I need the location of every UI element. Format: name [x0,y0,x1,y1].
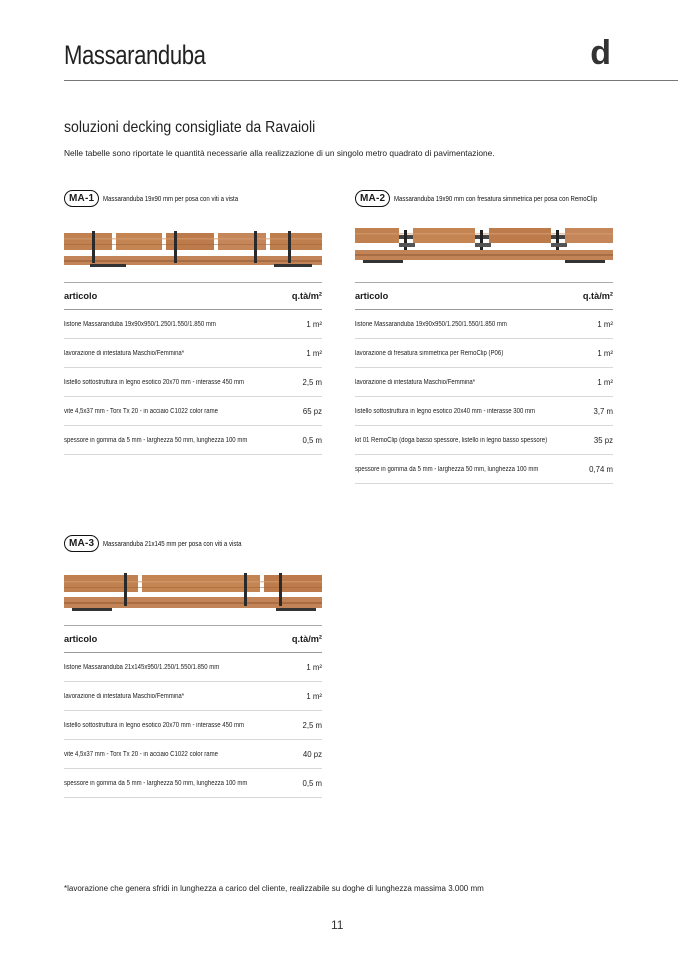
title-divider [64,80,678,81]
qty-cell: 1 m² [582,368,613,397]
article-cell: spessore in gomma da 5 mm - larghezza 50 mm, lunghezza 100 mm [355,465,539,473]
article-cell: listello sottostruttura in legno esotico 20x70 mm - interasse 450 mm [64,378,245,386]
footnote: *lavorazione che genera sfridi in lunghezza a carico del cliente, realizzabile su doghe di lunghezza massima 3.000 mm [64,884,484,893]
table-row [355,339,613,368]
solution-label: Massaranduba 19x90 mm con fresatura simmetrica per posa con RemoClip [394,194,598,203]
table-row [64,397,322,426]
column-header-article: articolo [355,283,582,310]
table-row [355,397,613,426]
solution-ma-1 [64,190,322,460]
table-row [64,368,322,397]
decking-illustration [355,226,613,270]
solution-code-badge: MA-2 [355,190,390,207]
solution-ma-2 [355,190,613,490]
decking-illustration [64,573,322,615]
table-row [64,769,322,798]
article-cell: lavorazione di intestatura Maschio/Femmina* [64,349,185,357]
solution-code-badge: MA-3 [64,535,99,552]
intro-text: Nelle tabelle sono riportate le quantità necessarie alla realizzazione di un singolo metro quadrato di pavimentazione. [64,148,495,158]
column-header-article: articolo [64,626,290,653]
qty-cell: 1 m² [582,339,613,368]
column-header-qty: q.tà/m² [582,283,613,310]
materials-table [64,282,322,455]
qty-cell: 2,5 m [290,711,322,740]
qty-cell: 1 m² [582,310,613,339]
table-row [355,368,613,397]
materials-table [64,625,322,798]
table-row [355,310,613,339]
qty-cell: 1 m² [290,310,322,339]
solution-header [64,190,268,207]
solution-label: Massaranduba 21x145 mm per posa con viti a vista [103,539,242,548]
table-row [64,653,322,682]
article-cell: listone Massaranduba 19x90x950/1.250/1.550/1.850 mm [355,320,507,328]
article-cell: listello sottostruttura in legno esotico 20x40 mm - interasse 300 mm [355,407,536,415]
solution-header [64,535,272,552]
section-letter: d [590,34,611,72]
qty-cell: 0,5 m [290,769,322,798]
table-row [64,310,322,339]
column-header-qty: q.tà/m² [290,626,322,653]
article-cell: spessore in gomma da 5 mm - larghezza 50 mm, lunghezza 100 mm [64,779,248,787]
section-subtitle: soluzioni decking consigliate da Ravaioli [64,119,316,136]
qty-cell: 40 pz [290,740,322,769]
deck-screws-svg [64,230,322,270]
article-cell: listone Massaranduba 19x90x950/1.250/1.550/1.850 mm [64,320,216,328]
qty-cell: 1 m² [290,653,322,682]
qty-cell: 1 m² [290,339,322,368]
table-row [64,682,322,711]
qty-cell: 3,7 m [582,397,613,426]
qty-cell: 1 m² [290,682,322,711]
table-row [355,455,613,484]
page-number: 11 [331,918,344,932]
materials-table [355,282,613,484]
column-header-article: articolo [64,283,290,310]
solution-label: Massaranduba 19x90 mm per posa con viti a vista [103,194,239,203]
solution-ma-3 [64,535,322,805]
page-title: Massaranduba [64,40,206,70]
article-cell: kit 01 RemoClip (doga basso spessore, listello in legno basso spessore) [355,436,548,444]
table-row [64,711,322,740]
table-row [64,339,322,368]
qty-cell: 0,5 m [290,426,322,455]
article-cell: listello sottostruttura in legno esotico 20x70 mm - interasse 450 mm [64,721,245,729]
article-cell: spessore in gomma da 5 mm - larghezza 50 mm, lunghezza 100 mm [64,436,248,444]
table-row [64,740,322,769]
article-cell: lavorazione di fresatura simmetrica per RemoClip (P06) [355,349,504,357]
article-cell: listone Massaranduba 21x145x950/1.250/1.550/1.850 mm [64,663,220,671]
deck-clips-svg [355,226,613,270]
solution-header [355,190,642,207]
table-row [64,426,322,455]
decking-illustration [64,230,322,270]
qty-cell: 65 pz [290,397,322,426]
article-cell: vite 4,5x37 mm - Torx Tx 20 - in acciaio C1022 color rame [64,750,219,758]
qty-cell: 35 pz [582,426,613,455]
qty-cell: 0,74 m [582,455,613,484]
column-header-qty: q.tà/m² [290,283,322,310]
qty-cell: 2,5 m [290,368,322,397]
solution-code-badge: MA-1 [64,190,99,207]
table-row [355,426,613,455]
deck-screws-wide-svg [64,573,322,615]
article-cell: vite 4,5x37 mm - Torx Tx 20 - in acciaio C1022 color rame [64,407,219,415]
article-cell: lavorazione di intestatura Maschio/Femmina* [355,378,476,386]
article-cell: lavorazione di intestatura Maschio/Femmina* [64,692,185,700]
